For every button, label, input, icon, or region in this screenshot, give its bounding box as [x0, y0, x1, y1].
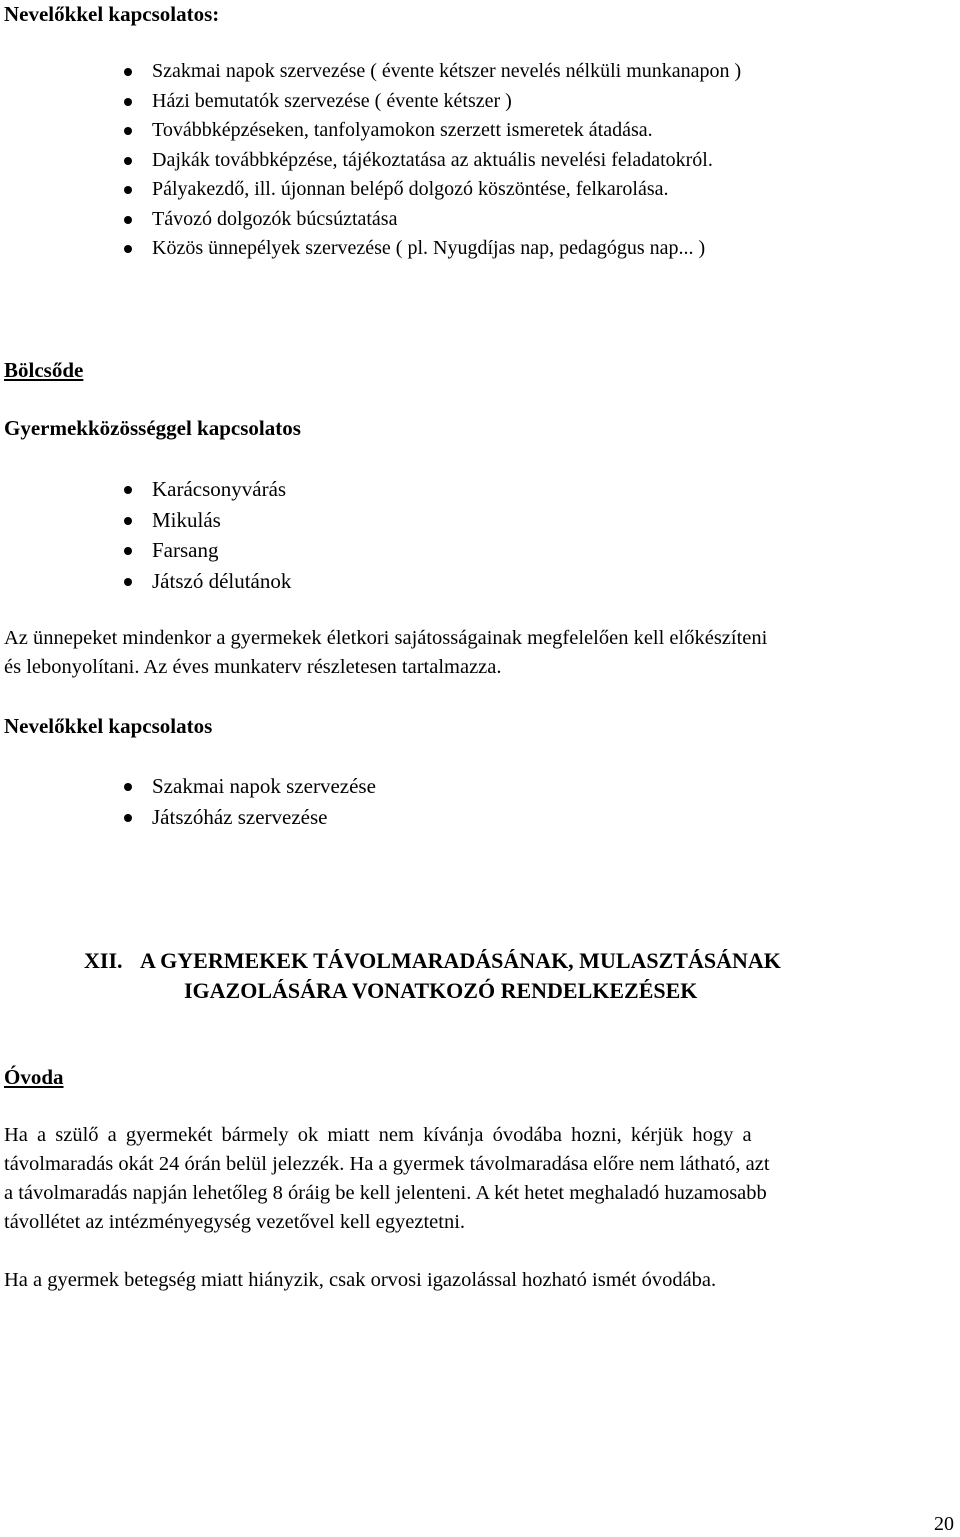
list-item: Továbbképzéseken, tanfolyamokon szerzett ismeretek átadása. — [124, 116, 741, 146]
betegseg-paragraph: Ha a gyermek betegség miatt hiányzik, csak orvosi igazolással hozható ismét óvodába. — [4, 1269, 717, 1291]
tavolmaradas-line3: a távolmaradás napján lehetőleg 8 óráig be kell jelenteni. A két hetet meghaladó huzamosabb — [4, 1182, 767, 1204]
bullet-icon — [124, 547, 132, 555]
gyermekkozosseg-heading: Gyermekközösséggel kapcsolatos — [4, 416, 301, 440]
bullet-icon — [124, 186, 132, 194]
unnepek-paragraph-line2: és lebonyolítani. Az éves munkaterv részletesen tartalmazza. — [4, 656, 502, 678]
list-item: Közös ünnepélyek szervezése ( pl. Nyugdíjas nap, pedagógus nap... ) — [124, 234, 741, 264]
bullet-icon — [124, 98, 132, 106]
nevelokkel-subheading: Nevelőkkel kapcsolatos — [4, 714, 213, 738]
tavolmaradas-line1: Ha a szülő a gyermekét bármely ok miatt nem kívánja óvodába hozni, kérjük hogy a — [4, 1124, 752, 1146]
page-number: 20 — [934, 1513, 954, 1535]
bullet-icon — [124, 216, 132, 224]
bullet-icon — [124, 245, 132, 253]
list-item: Pályakezdő, ill. újonnan belépő dolgozó köszöntése, felkarolása. — [124, 175, 741, 205]
ovoda-heading: Óvoda — [4, 1065, 64, 1089]
bullet-icon — [124, 157, 132, 165]
bolcsode-heading: Bölcsőde — [4, 358, 84, 382]
chapter-title-line1: A GYERMEKEK TÁVOLMARADÁSÁNAK, MULASZTÁSÁNAK — [140, 948, 781, 973]
unnepek-paragraph-line1: Az ünnepeket mindenkor a gyermekek életkori sajátosságainak megfelelően kell előkészíteni — [4, 627, 768, 649]
list-item: Szakmai napok szervezése — [124, 771, 376, 802]
list-item: Szakmai napok szervezése ( évente kétszer nevelés nélküli munkanapon ) — [124, 57, 741, 87]
list-item: Mikulás — [124, 505, 291, 536]
list-item: Karácsonyvárás — [124, 474, 291, 505]
nevelokkel-list — [124, 57, 741, 264]
bullet-icon — [124, 486, 132, 494]
chapter-title-line2: IGAZOLÁSÁRA VONATKOZÓ RENDELKEZÉSEK — [184, 978, 698, 1003]
list-item: Távozó dolgozók búcsúztatása — [124, 205, 741, 235]
section-heading-nevelokkel: Nevelőkkel kapcsolatos: — [4, 2, 220, 26]
list-item: Játszóház szervezése — [124, 802, 376, 833]
bullet-icon — [124, 814, 132, 822]
bullet-icon — [124, 783, 132, 791]
bullet-icon — [124, 517, 132, 525]
chapter-number: XII. — [84, 948, 123, 973]
list-item: Játszó délutánok — [124, 566, 291, 597]
bullet-icon — [124, 578, 132, 586]
list-item: Dajkák továbbképzése, tájékoztatása az aktuális nevelési feladatokról. — [124, 146, 741, 176]
gyermekkozosseg-list — [124, 474, 291, 596]
tavolmaradas-line4: távollétet az intézményegység vezetővel kell egyeztetni. — [4, 1211, 466, 1233]
bullet-icon — [124, 68, 132, 76]
bullet-icon — [124, 127, 132, 135]
list-item: Farsang — [124, 535, 291, 566]
list-item: Házi bemutatók szervezése ( évente kétszer ) — [124, 87, 741, 117]
nevelokkel-bolcsode-list — [124, 771, 376, 832]
tavolmaradas-line2: távolmaradás okát 24 órán belül jelezzék. Ha a gyermek távolmaradása előre nem látható, azt — [4, 1153, 770, 1175]
